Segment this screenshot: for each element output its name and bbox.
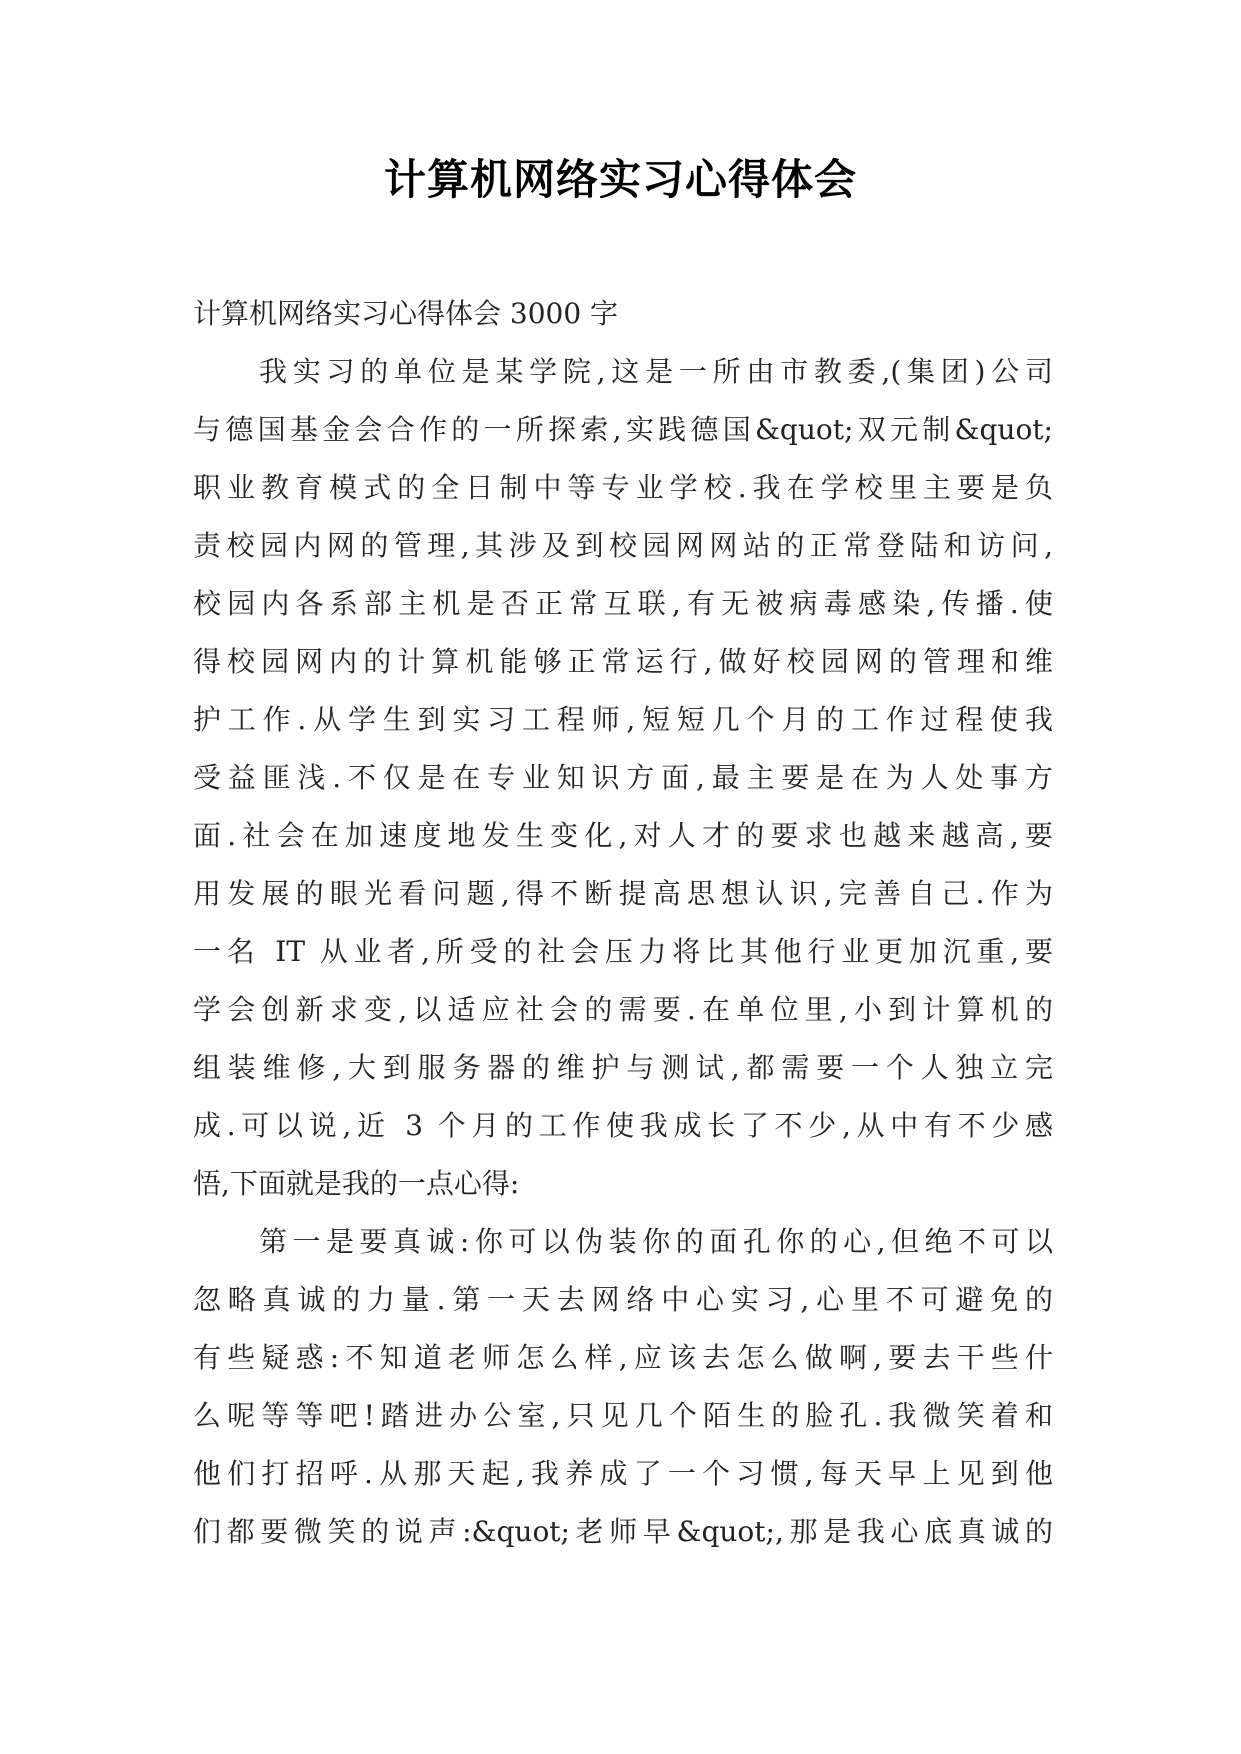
paragraph-2-line-5: 他们打招呼.从那天起,我养成了一个习惯,每天早上见到他 [193,1457,1053,1490]
paragraph-1-line-9: 面.社会在加速度地发生变化,对人才的要求也越来越高,要 [193,819,1053,852]
paragraph-1-line-11: 一名 IT 从业者,所受的社会压力将比其他行业更加沉重,要 [193,935,1053,968]
paragraph-1-line-2: 与德国基金会合作的一所探索,实践德国&quot;双元制&quot; [193,413,1053,446]
paragraph-1-line-1: 我实习的单位是某学院,这是一所由市教委,(集团)公司 [259,355,1053,388]
paragraph-2-line-2: 忽略真诚的力量.第一天去网络中心实习,心里不可避免的 [193,1283,1053,1316]
paragraph-2-line-6: 们都要微笑的说声:&quot;老师早&quot;,那是我心底真诚的 [193,1515,1053,1548]
paragraph-2-line-4: 么呢等等吧!踏进办公室,只见几个陌生的脸孔.我微笑着和 [193,1399,1053,1432]
document-body [193,285,1053,1561]
paragraph-1-line-3: 职业教育模式的全日制中等专业学校.我在学校里主要是负 [193,471,1053,504]
document-title: 计算机网络实习心得体会 [383,155,857,204]
paragraph-1-line-8: 受益匪浅.不仅是在专业知识方面,最主要是在为人处事方 [193,761,1053,794]
paragraph-1-line-6: 得校园网内的计算机能够正常运行,做好校园网的管理和维 [193,645,1053,678]
document-subtitle-line: 计算机网络实习心得体会 3000 字 [193,297,619,330]
paragraph-1-line-5: 校园内各系部主机是否正常互联,有无被病毒感染,传播.使 [193,587,1053,620]
paragraph-1-line-12: 学会创新求变,以适应社会的需要.在单位里,小到计算机的 [193,993,1053,1026]
paragraph-1-line-15: 悟,下面就是我的一点心得: [193,1167,520,1200]
paragraph-1-line-14: 成.可以说,近 3 个月的工作使我成长了不少,从中有不少感 [193,1109,1053,1142]
paragraph-2-line-1: 第一是要真诚:你可以伪装你的面孔你的心,但绝不可以 [259,1225,1053,1258]
paragraph-1-line-7: 护工作.从学生到实习工程师,短短几个月的工作过程使我 [193,703,1053,736]
paragraph-2-line-3: 有些疑惑:不知道老师怎么样,应该去怎么做啊,要去干些什 [193,1341,1053,1374]
paragraph-1-line-13: 组装维修,大到服务器的维护与测试,都需要一个人独立完 [193,1051,1053,1084]
paragraph-1-line-4: 责校园内网的管理,其涉及到校园网网站的正常登陆和访问, [193,529,1053,562]
paragraph-1-line-10: 用发展的眼光看问题,得不断提高思想认识,完善自己.作为 [193,877,1053,910]
